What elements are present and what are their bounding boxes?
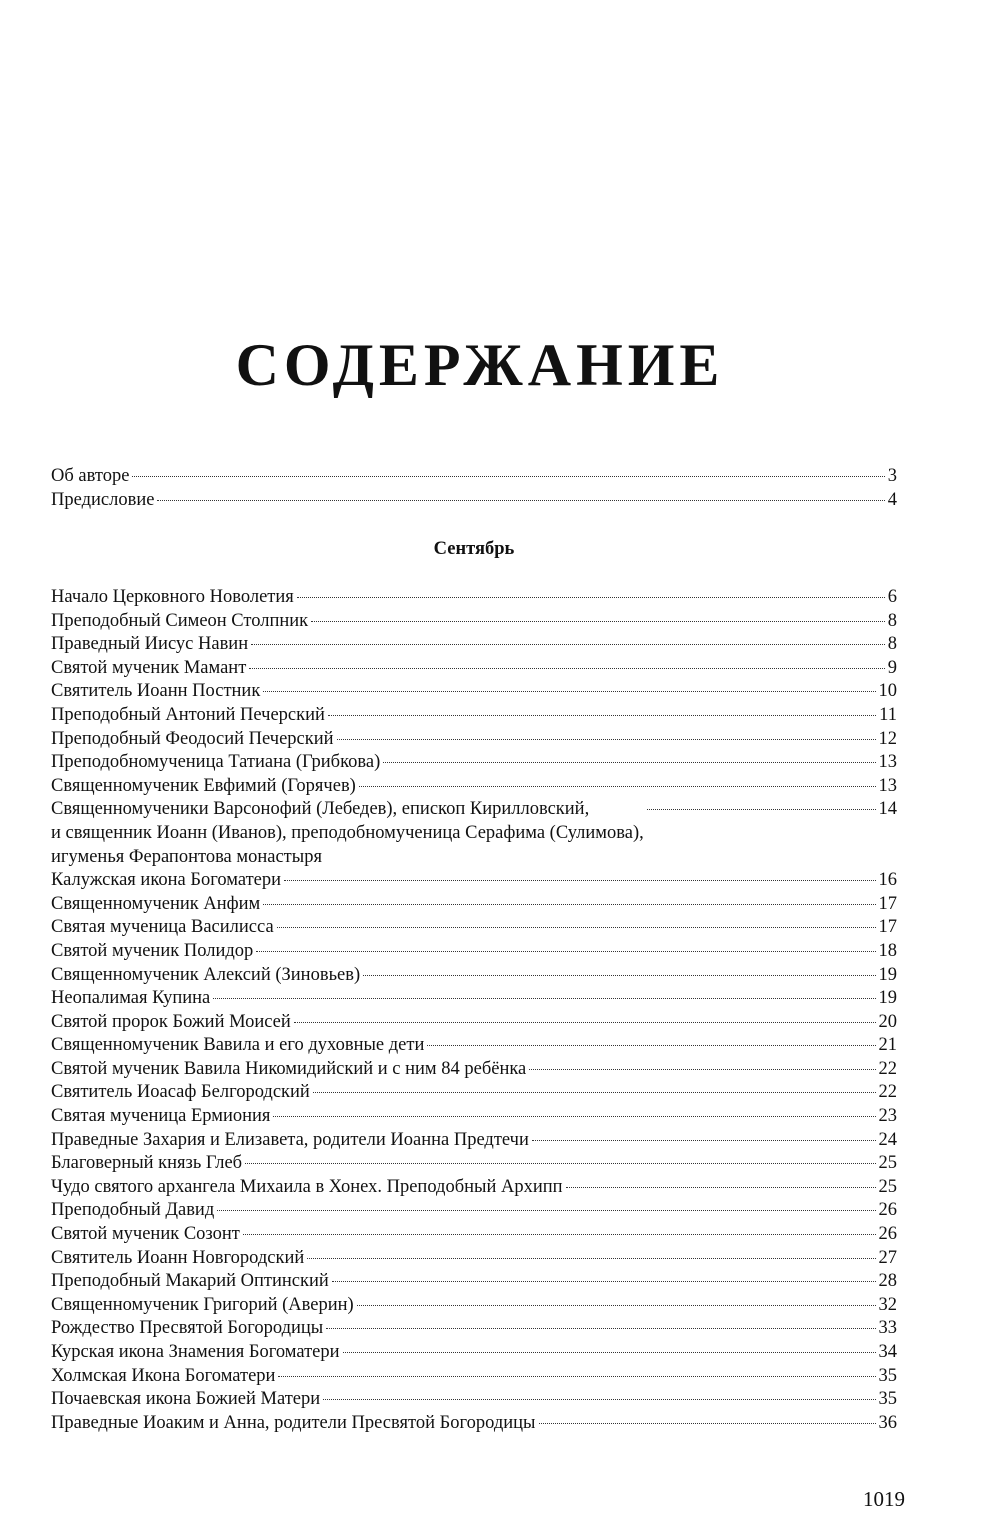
page-title: СОДЕРЖАНИЕ (235, 332, 725, 398)
toc-entry-page: 22 (878, 1058, 897, 1079)
toc-entry[interactable] (51, 869, 897, 893)
toc-entry-page: 8 (887, 634, 897, 655)
toc-entry-title: Преподобный Давид (51, 1200, 215, 1221)
toc-entry[interactable] (51, 916, 897, 940)
toc-entry[interactable] (51, 798, 897, 869)
toc-entry-title: Предисловие (51, 489, 155, 510)
dot-leader (313, 1092, 876, 1093)
toc-entry-title: Начало Церковного Новолетия (51, 587, 294, 607)
toc-entry-page: 19 (878, 964, 897, 985)
toc-entry-title: Священномученик Вавила и его духовные дети (51, 1035, 425, 1056)
toc-entry-title: Холмская Икона Богоматери (51, 1365, 276, 1386)
toc-entry-title: Преподобномученица Татиана (Грибкова) (51, 752, 381, 773)
toc-entry-title: Праведный Иисус Навин (51, 634, 249, 655)
toc-entry-title: Священномученик Григорий (Аверин) (51, 1294, 354, 1315)
toc-entry-page: 22 (878, 1082, 897, 1103)
dot-leader (278, 1376, 875, 1377)
toc-entry-title: Неопалимая Купина (51, 988, 211, 1009)
toc-entry[interactable] (51, 1034, 897, 1058)
toc-entry-page: 35 (878, 1389, 897, 1410)
toc-entry[interactable] (51, 893, 897, 917)
toc-entry-page: 18 (878, 940, 897, 961)
toc-entry-title: Калужская икона Богоматери (51, 870, 282, 891)
toc-entry[interactable] (51, 964, 897, 988)
toc-entry[interactable] (51, 704, 897, 728)
toc-entry-page: 9 (887, 657, 897, 678)
toc-entry[interactable] (51, 633, 897, 657)
dot-leader (277, 927, 876, 928)
toc-entry-title: Праведные Захария и Елизавета, родители Иоанна Предтечи (51, 1129, 529, 1150)
dot-leader (529, 1069, 875, 1070)
dot-leader (263, 691, 875, 692)
toc-entry[interactable] (51, 489, 897, 513)
dot-leader (332, 1281, 876, 1282)
toc-entry-title: Об авторе (51, 466, 130, 486)
page-number: 1019 (863, 1487, 905, 1511)
toc-entry[interactable] (51, 987, 897, 1011)
toc-entry-page: 3 (887, 466, 897, 486)
dot-leader (311, 621, 885, 622)
toc-entry-title: Преподобный Симеон Столпник (51, 610, 309, 631)
toc-entry-page: 6 (887, 587, 897, 607)
toc-entry-page: 17 (878, 893, 897, 914)
toc-entry-page: 19 (878, 988, 897, 1009)
toc-entry-page: 34 (878, 1342, 897, 1362)
toc-entry-page: 8 (887, 610, 897, 631)
dot-leader (284, 880, 875, 881)
toc-entry-page: 10 (878, 681, 897, 702)
toc-entry-title: Праведные Иоаким и Анна, родители Пресвятой Богородицы (51, 1412, 536, 1433)
dot-leader (256, 951, 875, 952)
dot-leader (363, 975, 875, 976)
toc-entry[interactable] (51, 1412, 897, 1436)
dot-leader (245, 1163, 875, 1164)
toc-entry-page: 13 (878, 752, 897, 773)
toc-entry[interactable] (51, 940, 897, 964)
toc-entry[interactable] (51, 751, 897, 775)
dot-leader (337, 739, 876, 740)
toc-entry[interactable] (51, 1294, 897, 1318)
toc-entry-page: 27 (878, 1247, 897, 1268)
toc-entry[interactable] (51, 1011, 897, 1035)
toc-entry[interactable] (51, 1105, 897, 1129)
dot-leader (539, 1423, 876, 1424)
toc-entry-title: Святой мученик Вавила Никомидийский и с ним 84 ребёнка (51, 1058, 527, 1079)
toc-entry-title: Священномученик Анфим (51, 893, 261, 914)
dot-leader (157, 500, 884, 501)
toc-entry[interactable] (51, 1365, 897, 1389)
toc-entry-title: Благоверный князь Глеб (51, 1153, 243, 1174)
toc-entry-title: Рождество Пресвятой Богородицы (51, 1318, 324, 1339)
toc-entry-title: Священномученик Евфимий (Горячев) (51, 775, 356, 796)
toc-entry-title: Преподобный Феодосий Печерский (51, 728, 334, 749)
dot-leader (213, 998, 875, 999)
dot-leader (383, 762, 875, 763)
toc-entry[interactable] (51, 1247, 897, 1271)
dot-leader (532, 1140, 876, 1141)
dot-leader (294, 1022, 876, 1023)
toc-section-entries (51, 586, 897, 1435)
section-heading: Сентябрь (433, 539, 515, 559)
toc-entry[interactable] (51, 680, 897, 704)
toc-entry[interactable] (51, 1152, 897, 1176)
toc-entry[interactable] (51, 1341, 897, 1365)
toc-entry[interactable] (51, 1388, 897, 1412)
toc-entry-page: 33 (878, 1318, 897, 1339)
toc-entry-page: 25 (878, 1176, 897, 1197)
toc-front-matter (51, 465, 897, 512)
dot-leader (132, 476, 884, 477)
toc-entry[interactable] (51, 1176, 897, 1200)
toc-entry[interactable] (51, 1317, 897, 1341)
toc-entry[interactable] (51, 775, 897, 799)
toc-entry-page: 26 (878, 1200, 897, 1221)
dot-leader (328, 715, 876, 716)
dot-leader (273, 1116, 875, 1117)
toc-entry-title: Святой мученик Мамант (51, 657, 247, 678)
toc-entry[interactable] (51, 657, 897, 681)
dot-leader (427, 1045, 875, 1046)
toc-entry-title: Святитель Иоанн Постник (51, 681, 261, 702)
dot-leader (343, 1352, 876, 1353)
toc-entry[interactable] (51, 610, 897, 634)
dot-leader (243, 1234, 876, 1235)
toc-entry[interactable] (51, 1129, 897, 1153)
toc-entry[interactable] (51, 1058, 897, 1082)
toc-entry[interactable] (51, 465, 897, 489)
toc-entry-page: 4 (887, 489, 897, 510)
toc-entry-title: Святитель Иоасаф Белгородский (51, 1082, 310, 1103)
toc-entry[interactable] (51, 586, 897, 610)
toc-entry-page: 12 (878, 728, 897, 749)
dot-leader (326, 1328, 875, 1329)
toc-entry-page: 28 (878, 1271, 897, 1292)
dot-leader (359, 786, 876, 787)
dot-leader (297, 597, 885, 598)
toc-entry-title: Святой мученик Полидор (51, 940, 254, 961)
toc-entry-title: Святой пророк Божий Моисей (51, 1011, 291, 1032)
dot-leader (357, 1305, 876, 1306)
toc-entry-page: 26 (878, 1224, 897, 1245)
toc-entry[interactable] (51, 1199, 897, 1223)
toc-entry-page: 20 (878, 1011, 897, 1032)
toc-entry-page: 24 (878, 1129, 897, 1150)
toc-entry-title: Почаевская икона Божией Матери (51, 1389, 321, 1410)
toc-entry[interactable] (51, 1223, 897, 1247)
toc-entry-page: 25 (878, 1153, 897, 1174)
toc-entry-page: 11 (879, 704, 897, 725)
dot-leader (263, 904, 875, 905)
toc-entry-title: Курская икона Знамения Богоматери (51, 1342, 340, 1362)
toc-entry-page: 17 (878, 917, 897, 938)
toc-entry-title: Чудо святого архангела Михаила в Хонех. Преподобный Архипп (51, 1176, 563, 1197)
toc-entry-title: Святая мученица Василисса (51, 917, 274, 938)
toc-entry-page: 14 (878, 799, 897, 820)
toc-entry-title: Священномученик Алексий (Зиновьев) (51, 964, 361, 985)
toc-entry-page: 23 (878, 1106, 897, 1127)
toc-entry[interactable] (51, 1270, 897, 1294)
dot-leader (647, 809, 876, 810)
toc-entry-title: Святая мученица Ермиония (51, 1106, 271, 1127)
dot-leader (251, 644, 885, 645)
dot-leader (217, 1210, 875, 1211)
toc-entry-title: Святой мученик Созонт (51, 1224, 240, 1245)
dot-leader (566, 1187, 876, 1188)
toc-entry-title: Святитель Иоанн Новгородский (51, 1247, 305, 1268)
dot-leader (249, 668, 884, 669)
toc-entry-title: Священномученики Варсонофий (Лебедев), епископ Кирилловский, и священник Иоанн (Иванов), преподобномученица Серафима (Сулимова), игуменья Ферапонтова монастыря (51, 799, 644, 867)
toc-entry-page: 16 (878, 870, 897, 891)
toc-entry-page: 13 (878, 775, 897, 796)
toc-entry[interactable] (51, 1081, 897, 1105)
toc-entry-title: Преподобный Антоний Печерский (51, 704, 325, 725)
toc-entry-page: 32 (878, 1294, 897, 1315)
dot-leader (323, 1399, 875, 1400)
toc-entry-title: Преподобный Макарий Оптинский (51, 1271, 329, 1292)
toc-entry[interactable] (51, 728, 897, 752)
dot-leader (307, 1258, 875, 1259)
toc-entry-page: 21 (878, 1035, 897, 1056)
toc-entry-page: 35 (878, 1365, 897, 1386)
toc-entry-page: 36 (878, 1412, 897, 1433)
